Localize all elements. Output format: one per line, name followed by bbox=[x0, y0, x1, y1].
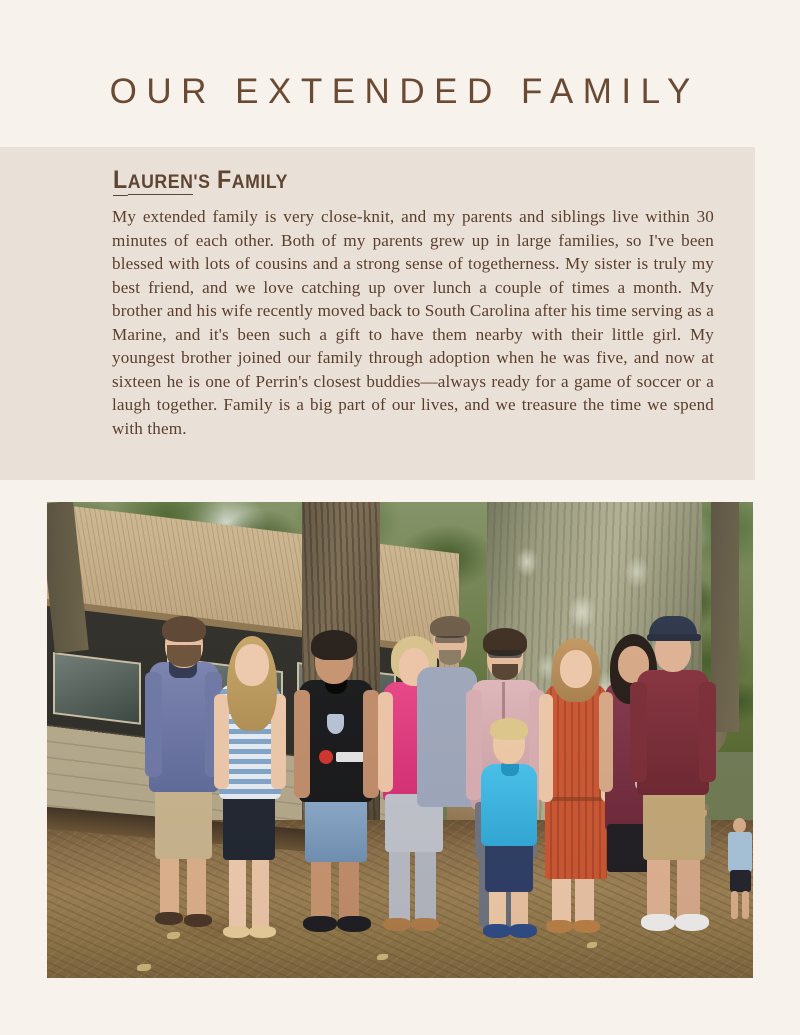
section-heading-part-f: F bbox=[217, 166, 232, 194]
fallen-leaf bbox=[137, 964, 151, 971]
person-5-beard bbox=[439, 650, 461, 665]
person-3-leg bbox=[311, 854, 331, 924]
person-1-leg bbox=[187, 852, 206, 918]
section-body-text: My extended family is very close-knit, and my parents and siblings live within 30 minutes of each other. Both of my parents grew up in large families, so I've been blessed with lots of cousins and a strong sense of togetherness. My sister is truly my best friend, and we love catching up over lunch a couple of times a month. My brother and his wife recently moved back to South Carolina after his time serving as a Marine, and it's been such a gift to have them nearby with their little girl. My youngest brother joined our family through adoption when he was five, and now at sixteen he is one of Perrin's closest buddies—always ready for a game of soccer or a laugh together. Family is a big part of our lives, and we treasure the time we spend with them. bbox=[112, 207, 714, 438]
person-7-sneaker bbox=[509, 924, 537, 938]
section-heading bbox=[113, 166, 288, 195]
person-8-sandal bbox=[546, 920, 573, 933]
family-photo bbox=[47, 502, 753, 978]
person-4-arm bbox=[378, 692, 393, 792]
person-2-arm bbox=[214, 694, 229, 789]
person-2-shorts bbox=[223, 792, 275, 860]
person-3-club-crest bbox=[327, 714, 344, 734]
spotify-logo-icon bbox=[319, 750, 333, 764]
person-3-sneaker bbox=[337, 916, 371, 932]
person-1-sandal bbox=[184, 914, 212, 927]
person-3-hair bbox=[311, 630, 357, 660]
person-11-sneaker bbox=[675, 914, 709, 931]
person-3-leg bbox=[339, 854, 359, 924]
person-2-sandal bbox=[223, 926, 250, 938]
person-1-hair bbox=[162, 616, 206, 642]
section-heading-part-l: L bbox=[113, 166, 128, 194]
person-11-arm bbox=[630, 682, 647, 782]
person-5-glasses-icon bbox=[435, 636, 465, 643]
person-2-face bbox=[235, 644, 269, 686]
section-heading-part-n: N bbox=[180, 172, 194, 193]
person-8-dress-waist bbox=[543, 797, 609, 801]
person-6-beard bbox=[492, 664, 518, 680]
person-7-hair bbox=[490, 718, 528, 740]
bystander-leg bbox=[731, 891, 738, 919]
person-11-sneaker bbox=[641, 914, 675, 931]
person-7-sneaker bbox=[483, 924, 511, 938]
fallen-leaf bbox=[587, 942, 597, 948]
person-4-sandal bbox=[411, 918, 439, 931]
person-7-polo bbox=[481, 764, 537, 846]
person-8-face bbox=[560, 650, 592, 688]
person-5-hair bbox=[430, 616, 470, 638]
person-2-sandal bbox=[249, 926, 276, 938]
section-heading-part-aure: AURE bbox=[127, 172, 181, 193]
page-title: OUR EXTENDED FAMILY bbox=[109, 72, 700, 111]
person-8-sandal bbox=[573, 920, 600, 933]
fallen-leaf bbox=[377, 954, 388, 960]
person-1-arm bbox=[145, 672, 162, 777]
person-6-arm bbox=[466, 690, 482, 800]
person-8-arm bbox=[539, 694, 553, 802]
bystander-leg bbox=[742, 891, 749, 919]
person-4-leg bbox=[389, 847, 410, 925]
bystander-shorts bbox=[730, 870, 751, 892]
person-6-glasses-icon bbox=[488, 650, 522, 658]
person-4-sandal bbox=[383, 918, 411, 931]
person-3-jersey bbox=[299, 680, 373, 802]
person-1-leg bbox=[160, 852, 179, 917]
person-4-leg bbox=[415, 847, 436, 925]
person-7-shorts bbox=[485, 840, 533, 892]
person-1-shorts bbox=[155, 784, 212, 859]
person-3-arm bbox=[363, 690, 379, 798]
person-11-cap-brim bbox=[647, 634, 701, 641]
house-window-1 bbox=[53, 652, 141, 725]
fallen-leaf bbox=[167, 932, 180, 939]
person-7-collar bbox=[501, 764, 519, 776]
person-9-arm bbox=[599, 692, 613, 792]
person-11-arm bbox=[699, 682, 716, 782]
person-3-arm bbox=[294, 690, 310, 798]
bystander-blue-shirt-1 bbox=[728, 832, 752, 872]
person-11-shorts bbox=[643, 784, 705, 860]
person-2-leg bbox=[252, 854, 269, 932]
person-2-leg bbox=[229, 854, 246, 932]
person-8-rust-dress bbox=[545, 684, 607, 879]
bystander-head bbox=[733, 818, 746, 833]
person-3-sneaker bbox=[303, 916, 337, 932]
section-heading-part-amily: AMILY bbox=[231, 172, 288, 193]
person-1-sandal bbox=[155, 912, 183, 925]
person-1-beard bbox=[167, 645, 201, 667]
section-heading-part-apostrophe-s: 'S bbox=[193, 172, 211, 193]
